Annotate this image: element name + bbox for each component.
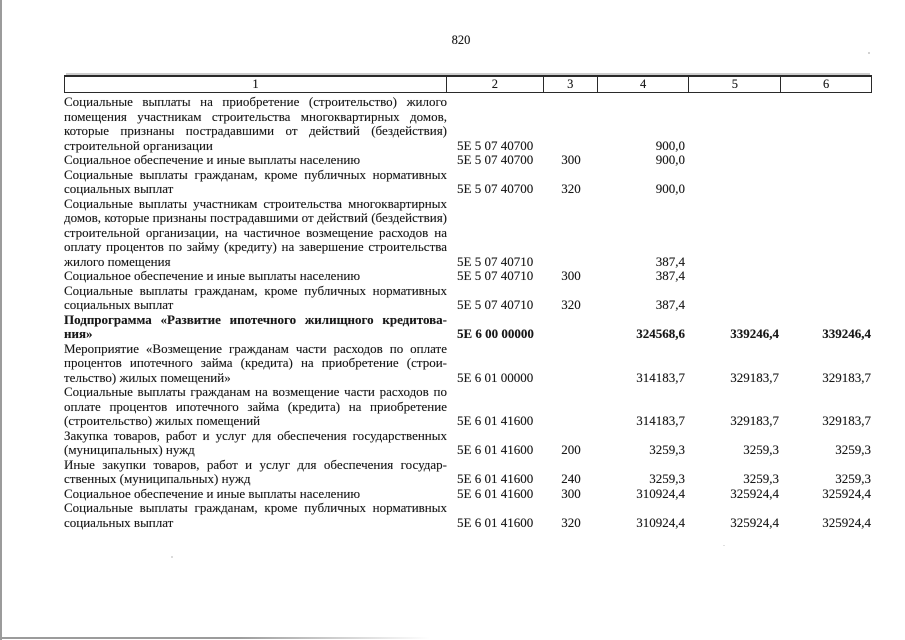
scan-speck <box>868 52 870 54</box>
cell-amount-col4: 900,0 <box>655 152 685 167</box>
header-cell-5: 5 <box>689 77 781 92</box>
cell-target-code: 5Е 6 01 41600 <box>457 514 534 530</box>
cell-target-code: 5Е 6 01 41600 <box>457 442 534 457</box>
table-row <box>64 197 872 270</box>
cell-amount-col5: 3259,3 <box>743 442 779 457</box>
table-body <box>64 95 872 530</box>
cell-target-code: 5Е 6 00 00000 <box>457 326 534 341</box>
cell-target-code: 5Е 5 07 40710 <box>457 268 534 283</box>
table-row <box>64 153 872 168</box>
cell-amount-col6: 3259,3 <box>835 442 871 457</box>
table-row <box>64 95 872 153</box>
table-row <box>64 385 872 429</box>
cell-amount-col4: 3259,3 <box>649 442 685 457</box>
cell-expense-name: Подпрограмма «Развитие ипотечного жилищного кредитования» <box>64 311 447 341</box>
header-cell-6: 6 <box>822 77 830 91</box>
page-number: 820 <box>451 33 471 47</box>
cell-amount-col6: 329183,7 <box>822 413 871 428</box>
cell-expense-name: Социальные выплаты гражданам, кроме публичных нормативных социальных выплат <box>64 500 447 530</box>
cell-amount-col4: 310924,4 <box>636 514 685 530</box>
header-cell-4: 4 <box>598 77 690 92</box>
cell-expense-name: Мероприятие «Возмещение гражданам части расходов по оплате процентов ипотечного займа (кредита) на приобретение (строительство) жилых помещений» <box>64 340 447 385</box>
table-row <box>64 487 872 502</box>
cell-amount-col6: 3259,3 <box>835 471 871 486</box>
cell-expense-name: Социальные выплаты участникам строительства многоквартирных домов, которые признаны пострадавшими от действий (бездействия) строительной организации, на частичное возмещение расходов на оплату процентов по займу (кредиту) на завершение строительства жилого помещения <box>64 195 447 269</box>
cell-amount-col6: 325924,4 <box>822 514 871 530</box>
table-row <box>64 284 872 313</box>
cell-expense-name: Социальные выплаты гражданам на возмещение части расходов по оплате процентов ипотечного займа (кредита) на приобретение (строительство) жилых помещений <box>64 384 447 428</box>
cell-target-code: 5Е 5 07 40710 <box>457 253 534 269</box>
cell-expense-name: Социальные выплаты на приобретение (строительство) жилого помещения участникам строительства многоквартирных домов, которые признаны пострадавшими от действий (бездействия) строительной организации <box>64 94 447 153</box>
cell-expense-type: 320 <box>561 514 581 530</box>
table-header-row <box>64 75 872 93</box>
cell-amount-col5: 3259,3 <box>743 471 779 486</box>
header-cell-3: 3 <box>544 77 598 92</box>
cell-amount-col4: 324568,6 <box>636 326 685 341</box>
cell-amount-col4: 314183,7 <box>636 369 685 385</box>
scan-speck <box>171 556 173 558</box>
cell-expense-type: 300 <box>561 485 581 501</box>
table-row <box>64 313 872 342</box>
table-row <box>64 168 872 197</box>
cell-expense-name: Социальное обеспечение и иные выплаты населению <box>64 268 361 283</box>
cell-amount-col4: 387,4 <box>655 297 685 312</box>
budget-table <box>64 75 872 530</box>
table-row <box>64 342 872 386</box>
cell-expense-name: Социальные выплаты гражданам, кроме публичных нормативных социальных выплат <box>64 166 447 196</box>
cell-expense-type: 240 <box>561 471 581 486</box>
scan-edge-left <box>0 0 2 640</box>
cell-target-code: 5Е 6 01 41600 <box>457 413 534 428</box>
cell-target-code: 5Е 6 01 41600 <box>457 485 534 501</box>
table-row <box>64 429 872 458</box>
cell-expense-type: 320 <box>561 181 581 196</box>
cell-amount-col6: 325924,4 <box>822 485 871 501</box>
cell-expense-name: Социальное обеспечение и иные выплаты населению <box>64 152 361 167</box>
cell-amount-col5: 339246,4 <box>730 326 779 341</box>
cell-target-code: 5Е 6 01 41600 <box>457 471 534 486</box>
cell-amount-col4: 387,4 <box>655 268 685 283</box>
cell-expense-type: 200 <box>561 442 581 457</box>
cell-amount-col4: 387,4 <box>655 253 685 269</box>
header-cell-2: 2 <box>447 77 544 92</box>
cell-target-code: 5Е 6 01 00000 <box>457 369 534 385</box>
scan-edge-bottom <box>0 637 430 639</box>
header-cell-1: 1 <box>65 77 447 92</box>
table-row <box>64 458 872 487</box>
cell-amount-col4: 3259,3 <box>649 471 685 486</box>
cell-target-code: 5Е 5 07 40700 <box>457 137 534 153</box>
cell-expense-type: 300 <box>561 152 581 167</box>
scan-speck <box>723 545 725 546</box>
cell-amount-col5: 329183,7 <box>730 413 779 428</box>
cell-target-code: 5Е 5 07 40710 <box>457 297 534 312</box>
cell-expense-name: Иные закупки товаров, работ и услуг для обеспечения государственных (муниципальных) нужд <box>64 456 447 486</box>
cell-target-code: 5Е 5 07 40700 <box>457 152 534 167</box>
table-row <box>64 501 872 530</box>
cell-amount-col5: 325924,4 <box>730 485 779 501</box>
cell-amount-col6: 329183,7 <box>822 369 871 385</box>
cell-expense-name: Закупка товаров, работ и услуг для обеспечения государственных (муниципальных) нужд <box>64 427 447 457</box>
cell-amount-col4: 310924,4 <box>636 485 685 501</box>
cell-amount-col4: 900,0 <box>655 137 685 153</box>
cell-expense-type: 320 <box>561 297 581 312</box>
cell-expense-type: 300 <box>561 268 581 283</box>
cell-amount-col6: 339246,4 <box>822 326 871 341</box>
cell-amount-col5: 329183,7 <box>730 369 779 385</box>
cell-amount-col4: 314183,7 <box>636 413 685 428</box>
cell-amount-col4: 900,0 <box>655 181 685 196</box>
cell-expense-name: Социальные выплаты гражданам, кроме публичных нормативных социальных выплат <box>64 282 447 312</box>
cell-target-code: 5Е 5 07 40700 <box>457 181 534 196</box>
cell-amount-col5: 325924,4 <box>730 514 779 530</box>
cell-expense-name: Социальное обеспечение и иные выплаты населению <box>64 485 361 501</box>
table-row <box>64 269 872 284</box>
